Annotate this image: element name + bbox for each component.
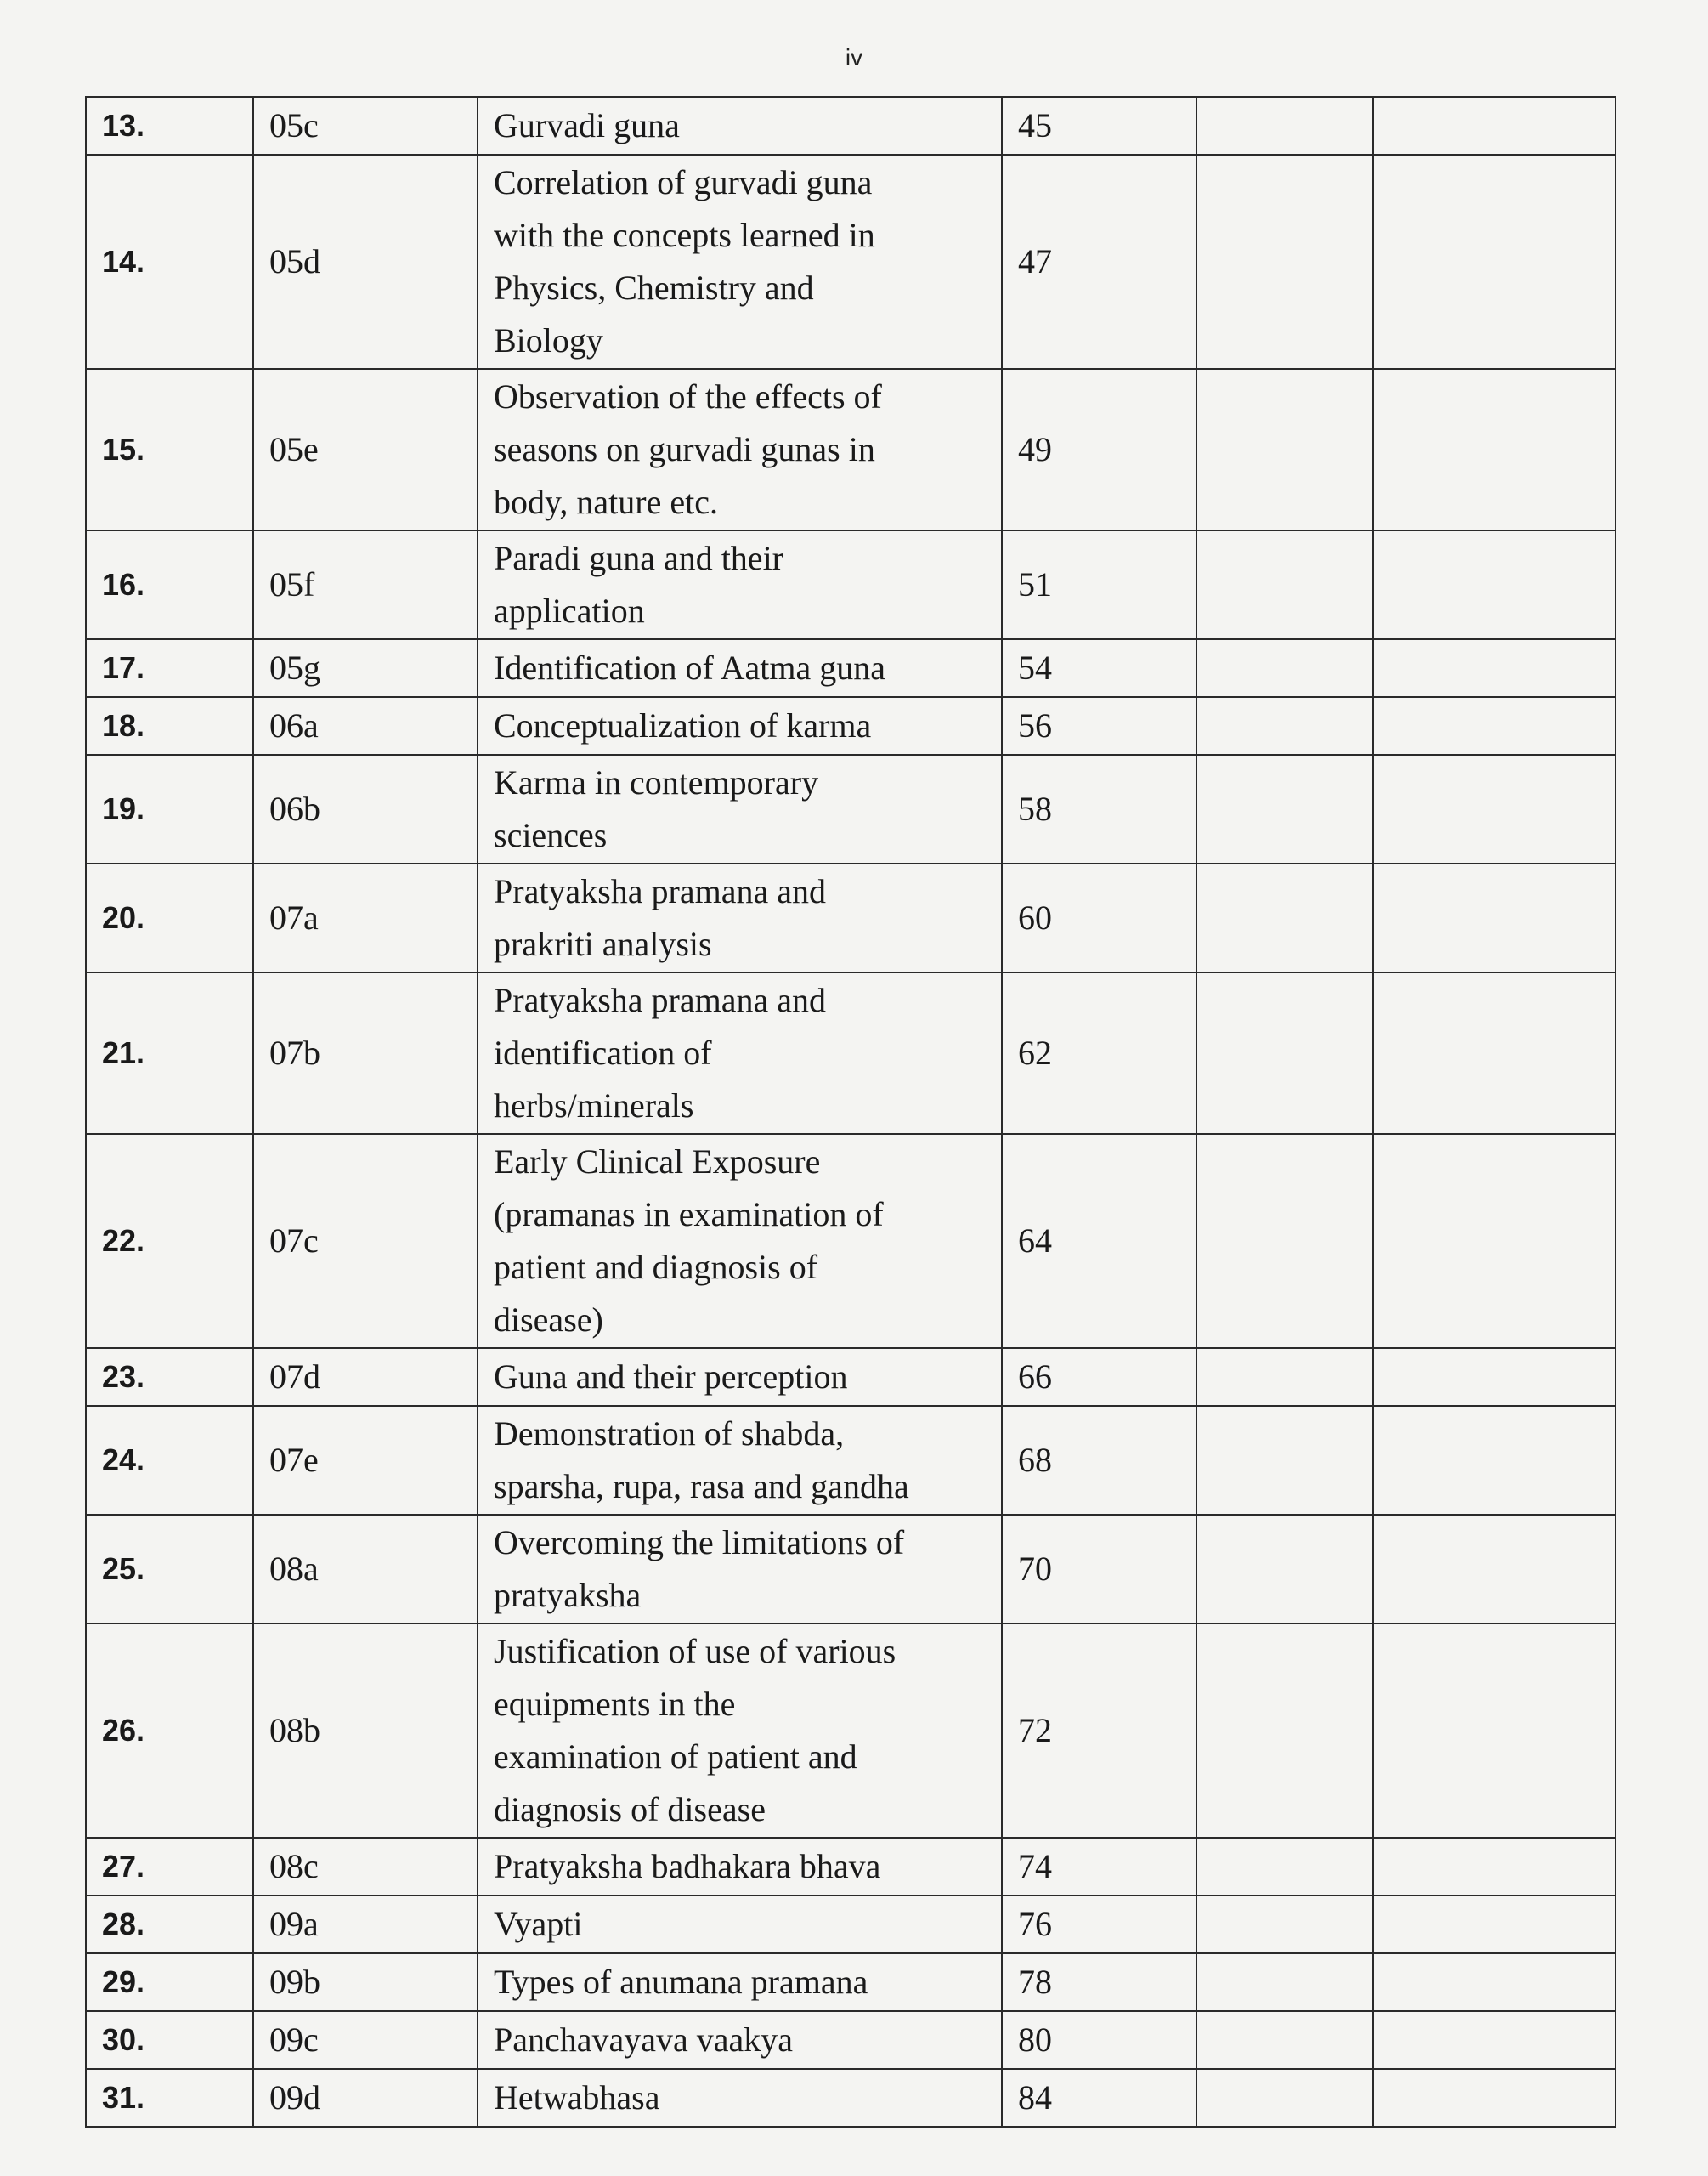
- page-number-cell: 78: [1002, 1953, 1196, 2011]
- topic-code-cell: 05c: [253, 97, 478, 155]
- empty-cell: [1373, 1515, 1615, 1624]
- topic-title-line: equipments in the: [494, 1685, 736, 1723]
- topic-title-line: disease): [494, 1300, 603, 1339]
- topic-title-line: Panchavayava vaakya: [494, 2020, 794, 2059]
- topic-title-line: with the concepts learned in: [494, 216, 875, 254]
- empty-cell: [1373, 530, 1615, 639]
- topic-code-cell: 07e: [253, 1406, 478, 1515]
- page-number-cell: 58: [1002, 755, 1196, 864]
- topic-code-cell: 08a: [253, 1515, 478, 1624]
- topic-title-cell: [478, 1838, 1002, 1896]
- page-number-cell: 60: [1002, 864, 1196, 972]
- serial-number-cell: 27.: [86, 1838, 253, 1896]
- empty-cell: [1196, 1953, 1373, 2011]
- topic-title-line: Conceptualization of karma: [494, 706, 872, 745]
- empty-cell: [1373, 1134, 1615, 1348]
- topic-title-cell: [478, 972, 1002, 1134]
- page-number-cell: 68: [1002, 1406, 1196, 1515]
- topic-code-cell: 07b: [253, 972, 478, 1134]
- table-row: [86, 369, 1615, 530]
- table-row: [86, 155, 1615, 369]
- page-number-cell: 45: [1002, 97, 1196, 155]
- serial-number-cell: 13.: [86, 97, 253, 155]
- topic-title-cell: [478, 697, 1002, 755]
- page-number-cell: 51: [1002, 530, 1196, 639]
- topic-title-cell: [478, 1624, 1002, 1838]
- table-row: [86, 1953, 1615, 2011]
- serial-number-cell: 21.: [86, 972, 253, 1134]
- topic-title-cell: [478, 97, 1002, 155]
- empty-cell: [1196, 2069, 1373, 2127]
- topic-title-line: Biology: [494, 321, 603, 360]
- topic-title-line: seasons on gurvadi gunas in: [494, 430, 875, 468]
- topic-title-cell: [478, 1515, 1002, 1624]
- table-row: [86, 697, 1615, 755]
- page-number-cell: 62: [1002, 972, 1196, 1134]
- topic-code-cell: 09b: [253, 1953, 478, 2011]
- topic-title-line: Gurvadi guna: [494, 106, 680, 144]
- topic-title-cell: [478, 755, 1002, 864]
- serial-number-cell: 16.: [86, 530, 253, 639]
- empty-cell: [1196, 155, 1373, 369]
- empty-cell: [1373, 1624, 1615, 1838]
- topic-title-cell: [478, 639, 1002, 697]
- topic-title-cell: [478, 1348, 1002, 1406]
- empty-cell: [1196, 1406, 1373, 1515]
- table-row: [86, 2069, 1615, 2127]
- topic-title-line: Physics, Chemistry and: [494, 269, 814, 307]
- serial-number-cell: 17.: [86, 639, 253, 697]
- topic-title-line: application: [494, 592, 645, 630]
- topic-title-cell: [478, 1134, 1002, 1348]
- table-row: [86, 1134, 1615, 1348]
- table-row: [86, 972, 1615, 1134]
- serial-number-cell: 30.: [86, 2011, 253, 2069]
- table-row: [86, 530, 1615, 639]
- topic-code-cell: 05f: [253, 530, 478, 639]
- page-number-cell: 49: [1002, 369, 1196, 530]
- topic-title-cell: [478, 1896, 1002, 1953]
- serial-number-cell: 22.: [86, 1134, 253, 1348]
- serial-number-cell: 25.: [86, 1515, 253, 1624]
- topic-title-line: sparsha, rupa, rasa and gandha: [494, 1467, 909, 1505]
- serial-number-cell: 20.: [86, 864, 253, 972]
- topic-code-cell: 06b: [253, 755, 478, 864]
- empty-cell: [1196, 1838, 1373, 1896]
- topic-title-line: Guna and their perception: [494, 1357, 848, 1396]
- topic-code-cell: 05g: [253, 639, 478, 697]
- table-body: [86, 97, 1615, 2127]
- empty-cell: [1373, 1838, 1615, 1896]
- topic-title-cell: [478, 1953, 1002, 2011]
- topic-title-cell: [478, 1406, 1002, 1515]
- topic-title-line: identification of: [494, 1034, 712, 1072]
- topic-title-line: examination of patient and: [494, 1737, 857, 1776]
- empty-cell: [1373, 369, 1615, 530]
- topic-title-line: diagnosis of disease: [494, 1790, 766, 1828]
- topic-title-cell: [478, 530, 1002, 639]
- topic-title-cell: [478, 2069, 1002, 2127]
- empty-cell: [1373, 1953, 1615, 2011]
- empty-cell: [1196, 755, 1373, 864]
- topic-title-line: Correlation of gurvadi guna: [494, 163, 873, 201]
- page-number-cell: 47: [1002, 155, 1196, 369]
- topic-title-line: Demonstration of shabda,: [494, 1414, 845, 1453]
- page-number-cell: 54: [1002, 639, 1196, 697]
- topic-title-line: Pratyaksha pramana and: [494, 981, 826, 1019]
- table-row: [86, 1515, 1615, 1624]
- topic-title-line: pratyaksha: [494, 1576, 642, 1614]
- page-number-cell: 76: [1002, 1896, 1196, 1953]
- empty-cell: [1196, 1624, 1373, 1838]
- topic-code-cell: 05e: [253, 369, 478, 530]
- empty-cell: [1373, 639, 1615, 697]
- empty-cell: [1196, 97, 1373, 155]
- topic-title-line: herbs/minerals: [494, 1086, 694, 1125]
- serial-number-cell: 29.: [86, 1953, 253, 2011]
- page-number-cell: 70: [1002, 1515, 1196, 1624]
- page-number-cell: 56: [1002, 697, 1196, 755]
- page-number-cell: 64: [1002, 1134, 1196, 1348]
- page-number: iv: [845, 44, 863, 71]
- page-number-cell: 80: [1002, 2011, 1196, 2069]
- serial-number-cell: 28.: [86, 1896, 253, 1953]
- topic-title-line: Early Clinical Exposure: [494, 1142, 821, 1181]
- empty-cell: [1196, 639, 1373, 697]
- table-row: [86, 2011, 1615, 2069]
- topic-title-line: Pratyaksha pramana and: [494, 872, 826, 910]
- topic-code-cell: 06a: [253, 697, 478, 755]
- table-row: [86, 1896, 1615, 1953]
- empty-cell: [1373, 155, 1615, 369]
- topic-title-line: prakriti analysis: [494, 925, 712, 963]
- page-number-cell: 74: [1002, 1838, 1196, 1896]
- topic-title-line: body, nature etc.: [494, 483, 718, 521]
- topic-code-cell: 09c: [253, 2011, 478, 2069]
- topic-title-line: patient and diagnosis of: [494, 1248, 818, 1286]
- empty-cell: [1196, 1896, 1373, 1953]
- topic-code-cell: 08c: [253, 1838, 478, 1896]
- serial-number-cell: 19.: [86, 755, 253, 864]
- topic-code-cell: 09d: [253, 2069, 478, 2127]
- table-row: [86, 864, 1615, 972]
- index-table: [85, 96, 1616, 2128]
- table-row: [86, 97, 1615, 155]
- topic-title-line: Karma in contemporary: [494, 763, 819, 802]
- topic-title-line: Vyapti: [494, 1905, 583, 1943]
- page-number-cell: 84: [1002, 2069, 1196, 2127]
- topic-title-line: Overcoming the limitations of: [494, 1523, 905, 1561]
- empty-cell: [1196, 369, 1373, 530]
- empty-cell: [1196, 1348, 1373, 1406]
- empty-cell: [1196, 1515, 1373, 1624]
- topic-code-cell: 07a: [253, 864, 478, 972]
- serial-number-cell: 23.: [86, 1348, 253, 1406]
- topic-code-cell: 09a: [253, 1896, 478, 1953]
- empty-cell: [1373, 755, 1615, 864]
- empty-cell: [1373, 97, 1615, 155]
- table-row: [86, 1348, 1615, 1406]
- empty-cell: [1196, 864, 1373, 972]
- topic-title-line: Observation of the effects of: [494, 377, 882, 416]
- topic-title-cell: [478, 864, 1002, 972]
- empty-cell: [1373, 2069, 1615, 2127]
- empty-cell: [1373, 972, 1615, 1134]
- empty-cell: [1196, 1134, 1373, 1348]
- topic-title-line: Pratyaksha badhakara bhava: [494, 1847, 881, 1885]
- page-number-cell: 72: [1002, 1624, 1196, 1838]
- table-row: [86, 755, 1615, 864]
- empty-cell: [1196, 972, 1373, 1134]
- table-row: [86, 1838, 1615, 1896]
- topic-title-cell: [478, 2011, 1002, 2069]
- topic-code-cell: 05d: [253, 155, 478, 369]
- topic-title-line: Types of anumana pramana: [494, 1963, 868, 2001]
- empty-cell: [1196, 530, 1373, 639]
- serial-number-cell: 26.: [86, 1624, 253, 1838]
- topic-title-cell: [478, 369, 1002, 530]
- page-number-cell: 66: [1002, 1348, 1196, 1406]
- table-row: [86, 1624, 1615, 1838]
- empty-cell: [1373, 1406, 1615, 1515]
- empty-cell: [1196, 2011, 1373, 2069]
- table-row: [86, 639, 1615, 697]
- topic-title-line: Hetwabhasa: [494, 2078, 660, 2116]
- serial-number-cell: 24.: [86, 1406, 253, 1515]
- table-row: [86, 1406, 1615, 1515]
- topic-title-line: Identification of Aatma guna: [494, 649, 885, 687]
- topic-title-cell: [478, 155, 1002, 369]
- empty-cell: [1373, 1896, 1615, 1953]
- empty-cell: [1373, 2011, 1615, 2069]
- serial-number-cell: 31.: [86, 2069, 253, 2127]
- serial-number-cell: 15.: [86, 369, 253, 530]
- topic-title-line: sciences: [494, 816, 608, 854]
- serial-number-cell: 14.: [86, 155, 253, 369]
- empty-cell: [1196, 697, 1373, 755]
- topic-title-line: (pramanas in examination of: [494, 1195, 884, 1233]
- topic-code-cell: 07c: [253, 1134, 478, 1348]
- empty-cell: [1373, 1348, 1615, 1406]
- topic-code-cell: 07d: [253, 1348, 478, 1406]
- topic-title-line: Justification of use of various: [494, 1632, 896, 1670]
- serial-number-cell: 18.: [86, 697, 253, 755]
- topic-title-line: Paradi guna and their: [494, 539, 783, 577]
- topic-code-cell: 08b: [253, 1624, 478, 1838]
- empty-cell: [1373, 864, 1615, 972]
- empty-cell: [1373, 697, 1615, 755]
